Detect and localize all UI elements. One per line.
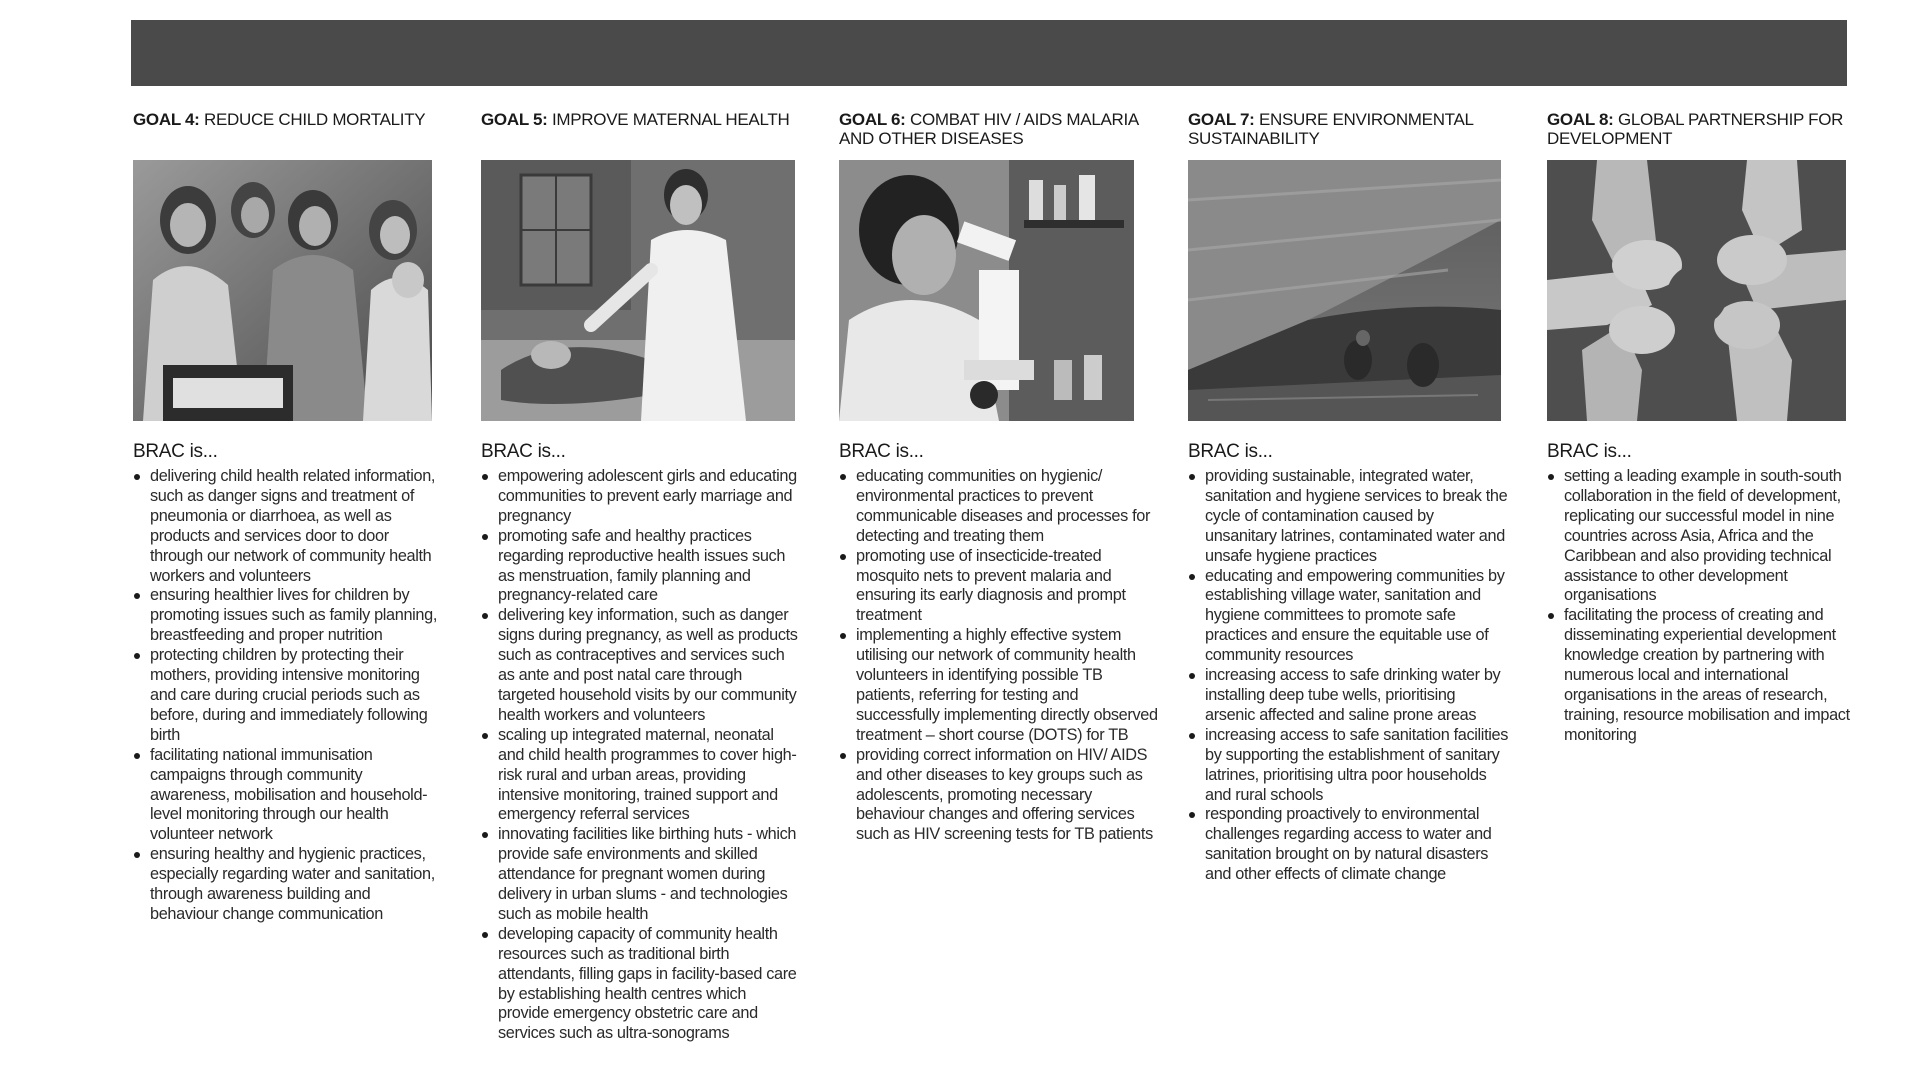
goal-title-text: COMBAT HIV / AIDS MALARIA AND OTHER DISEASES [839, 110, 1139, 148]
header-band [131, 20, 1847, 86]
list-item: empowering adolescent girls and educating communities to prevent early marriage and pregnancy [481, 467, 801, 527]
goal-number: GOAL 8: [1547, 110, 1614, 129]
goal-4-column [133, 110, 438, 925]
brac-heading: BRAC is... [1188, 441, 1273, 462]
goal-title [1188, 110, 1508, 150]
list-item: responding proactively to environmental challenges regarding access to water and sanitation brought on by natural disasters and other effects of climate change [1188, 805, 1508, 885]
list-item: promoting use of insecticide-treated mosquito nets to prevent malaria and ensuring its early diagnosis and prompt treatment [839, 547, 1159, 627]
list-item: increasing access to safe sanitation facilities by supporting the establishment of sanitary latrines, prioritising ultra poor households and rural schools [1188, 726, 1508, 806]
list-item: providing correct information on HIV/ AIDS and other diseases to key groups such as adolescents, promoting necessary behaviour changes and offering services such as HIV screening tests for TB patients [839, 746, 1159, 846]
brac-heading: BRAC is... [839, 441, 924, 462]
goal-title-text: GLOBAL PARTNERSHIP FOR DEVELOPMENT [1547, 110, 1844, 148]
list-item: facilitating national immunisation campaigns through community awareness, mobilisation and household-level monitoring through our health volunteer network [133, 746, 438, 846]
goal-number: GOAL 7: [1188, 110, 1255, 129]
brac-heading: BRAC is... [481, 441, 566, 462]
goal-title [133, 110, 438, 150]
goal-title [839, 110, 1159, 150]
list-item: scaling up integrated maternal, neonatal and child health programmes to cover high-risk rural and urban areas, providing intensive monitoring, trained support and emergency referral services [481, 726, 801, 826]
list-item: facilitating the process of creating and disseminating experiential development knowledge creation by partnering with numerous local and international organisations in the areas of research, training, resource mobilisation and impact monitoring [1547, 606, 1867, 745]
list-item: protecting children by protecting their mothers, providing intensive monitoring and care during crucial periods such as before, during and immediately following birth [133, 646, 438, 746]
goal-number: GOAL 5: [481, 110, 548, 129]
goal-5-list [481, 467, 801, 1044]
brac-heading: BRAC is... [133, 441, 218, 462]
goal-number: GOAL 4: [133, 110, 200, 129]
goal-7-list [1188, 467, 1508, 885]
goal-7-column [1188, 110, 1508, 885]
list-item: implementing a highly effective system utilising our network of community health volunteers in identifying possible TB patients, referring for testing and successfully implementing directly observed treatment – short course (DOTS) for TB [839, 626, 1159, 745]
goal-5-column [481, 110, 801, 1044]
goal-title-text: REDUCE CHILD MORTALITY [203, 110, 426, 129]
list-item: innovating facilities like birthing huts - which provide safe environments and skilled attendance for pregnant women during delivery in urban slums - and technologies such as mobile health [481, 825, 801, 925]
goal-5-photo [481, 160, 795, 421]
list-item: educating and empowering communities by establishing village water, sanitation and hygiene committees to promote safe practices and ensure the equitable use of community resources [1188, 567, 1508, 667]
list-item: promoting safe and healthy practices regarding reproductive health issues such as menstruation, family planning and pregnancy-related care [481, 527, 801, 607]
goal-4-list [133, 467, 438, 925]
goal-6-list [839, 467, 1159, 845]
goal-number: GOAL 6: [839, 110, 906, 129]
list-item: ensuring healthier lives for children by promoting issues such as family planning, breastfeeding and proper nutrition [133, 586, 438, 646]
list-item: delivering child health related information, such as danger signs and treatment of pneumonia or diarrhoea, as well as products and services door to door through our network of community health workers and volunteers [133, 467, 438, 586]
goal-4-photo [133, 160, 432, 421]
goal-title [1547, 110, 1867, 150]
goal-8-photo [1547, 160, 1846, 421]
goal-title-text: ENSURE ENVIRONMENTAL SUSTAINABILITY [1188, 110, 1474, 148]
list-item: increasing access to safe drinking water by installing deep tube wells, prioritising arsenic affected and saline prone areas [1188, 666, 1508, 726]
list-item: developing capacity of community health resources such as traditional birth attendants, filling gaps in facility-based care by establishing health centres which provide emergency obstetric care and services such as ultra-sonograms [481, 925, 801, 1044]
list-item: ensuring healthy and hygienic practices, especially regarding water and sanitation, through awareness building and behaviour change communication [133, 845, 438, 925]
goal-6-column [839, 110, 1159, 845]
goal-8-column [1547, 110, 1867, 746]
list-item: educating communities on hygienic/ environmental practices to prevent communicable diseases and processes for detecting and treating them [839, 467, 1159, 547]
goal-8-list [1547, 467, 1867, 746]
goal-6-photo [839, 160, 1134, 421]
brac-heading: BRAC is... [1547, 441, 1632, 462]
goal-title-text: IMPROVE MATERNAL HEALTH [551, 110, 790, 129]
list-item: delivering key information, such as danger signs during pregnancy, as well as products such as contraceptives and services such as ante and post natal care through targeted household visits by our community health workers and volunteers [481, 606, 801, 725]
list-item: setting a leading example in south-south collaboration in the field of development, replicating our successful model in nine countries across Asia, Africa and the Caribbean and also providing technical assistance to other development organisations [1547, 467, 1867, 606]
goal-7-photo [1188, 160, 1501, 421]
list-item: providing sustainable, integrated water, sanitation and hygiene services to break the cycle of contamination caused by unsanitary latrines, contaminated water and unsafe hygiene practices [1188, 467, 1508, 567]
goal-title [481, 110, 801, 150]
